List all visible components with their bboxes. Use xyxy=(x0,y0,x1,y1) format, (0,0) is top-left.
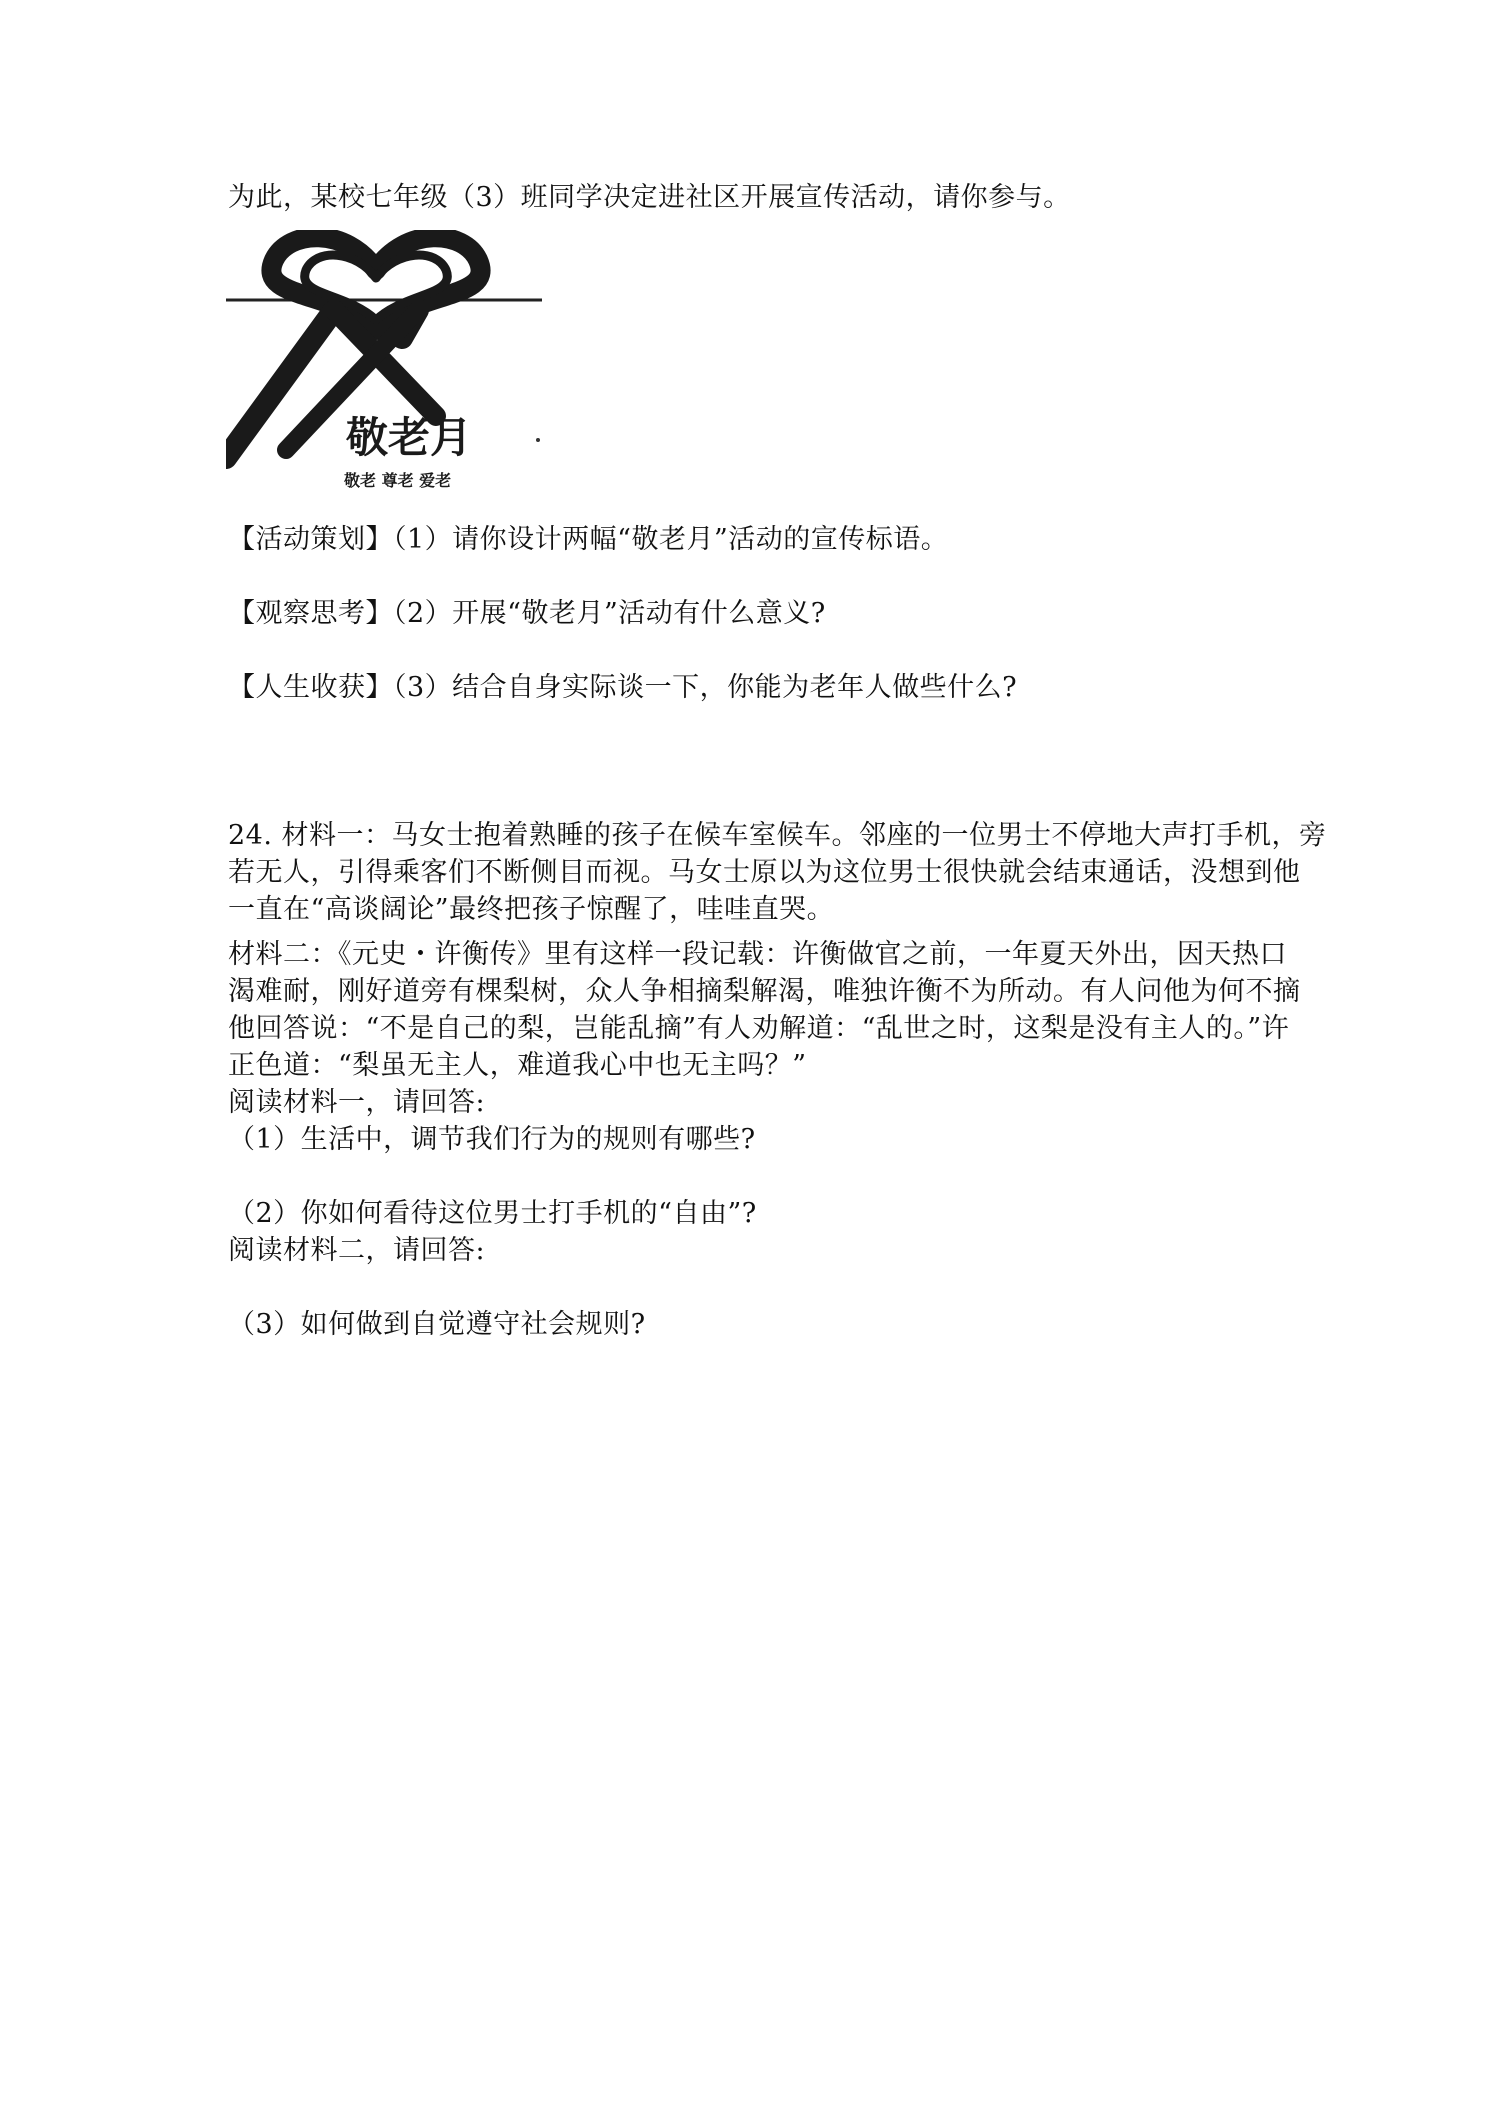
ribbon-left-band xyxy=(226,310,334,458)
q24-read-material2: 阅读材料二，请回答: xyxy=(228,1235,486,1266)
q23-think: 【观察思考】（2）开展“敬老月”活动有什么意义? xyxy=(228,598,826,629)
q24-material2-line2: 渴难耐，刚好道旁有棵梨树，众人争相摘梨解渴，唯独许衡不为所动。有人问他为何不摘 xyxy=(228,976,1301,1007)
logo-title: 敬老月 xyxy=(346,413,473,462)
q24-material2-line4: 正色道：“梨虽无主人，难道我心中也无主吗？” xyxy=(228,1050,807,1081)
q24-read-material1: 阅读材料一，请回答: xyxy=(228,1087,486,1118)
q24-question2: （2）你如何看待这位男士打手机的“自由”? xyxy=(228,1198,757,1229)
respect-elderly-month-logo xyxy=(226,230,546,500)
q24-material2-line1: 材料二：《元史・许衡传》里有这样一段记载：许衡做官之前，一年夏天外出，因天热口 xyxy=(228,939,1287,970)
q24-material2-line3: 他回答说：“不是自己的梨，岂能乱摘”有人劝解道：“乱世之时，这梨是没有主人的。”许 xyxy=(228,1013,1290,1044)
q24-material1-line1: 24. 材料一：马女士抱着熟睡的孩子在候车室候车。邻座的一位男士不停地大声打手机，旁 xyxy=(228,820,1327,851)
q23-gain: 【人生收获】（3）结合自身实际谈一下，你能为老年人做些什么? xyxy=(228,672,1018,703)
logo-subtitle: 敬老 尊老 爱老 xyxy=(344,471,452,490)
q24-question1: （1）生活中，调节我们行为的规则有哪些? xyxy=(228,1124,756,1155)
intro-line: 为此，某校七年级（3）班同学决定进社区开展宣传活动，请你参与。 xyxy=(228,182,1071,213)
q23-plan: 【活动策划】（1）请你设计两幅“敬老月”活动的宣传标语。 xyxy=(228,524,949,555)
q24-question3: （3）如何做到自觉遵守社会规则? xyxy=(228,1309,646,1340)
q24-material1-line3: 一直在“高谈阔论”最终把孩子惊醒了，哇哇直哭。 xyxy=(228,894,835,925)
q24-material1-line2: 若无人，引得乘客们不断侧目而视。马女士原以为这位男士很快就会结束通话，没想到他 xyxy=(228,857,1301,888)
